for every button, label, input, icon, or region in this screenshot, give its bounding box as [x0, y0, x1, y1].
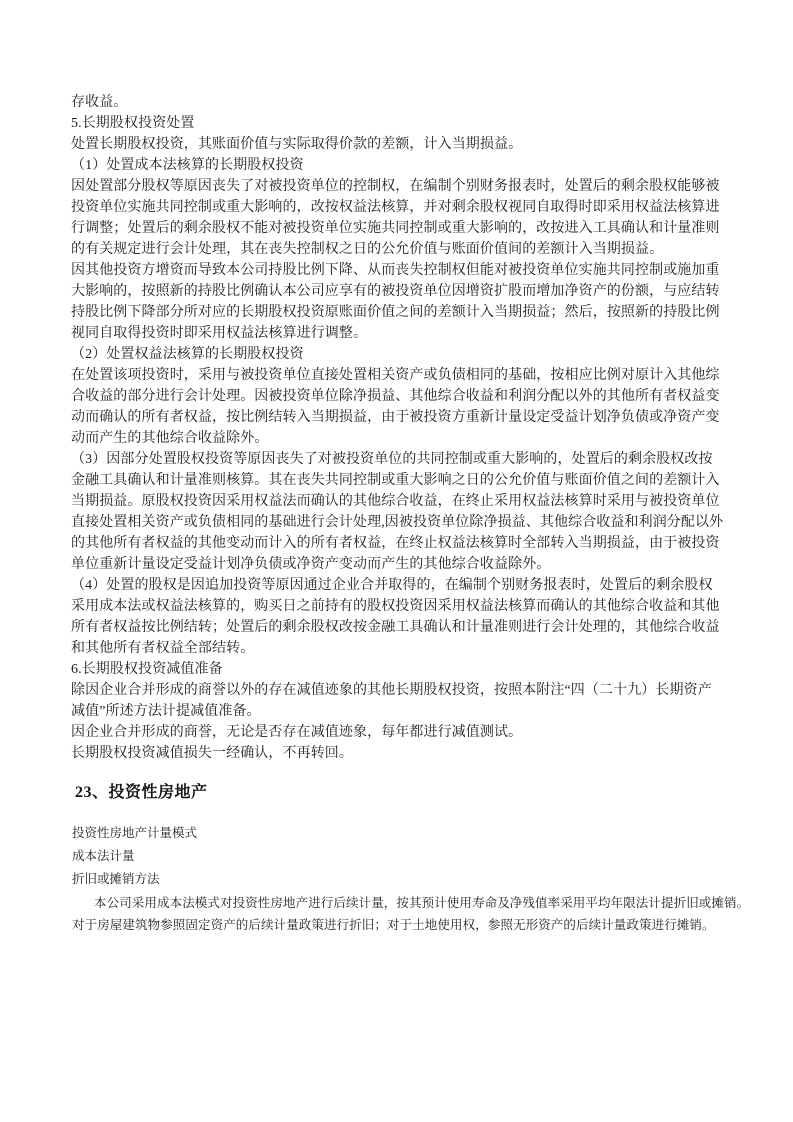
text-line: 行调整；处置后的剩余股权不能对被投资单位实施共同控制或重大影响的，改按进入工具确认和计量准则: [71, 221, 720, 236]
text-line: 大影响的，按照新的持股比例确认本公司应享有的被投资单位因增资扩股而增加净资产的份额，与应结转: [71, 284, 720, 299]
text-line: 成本法计量: [72, 849, 135, 863]
text-line: 采用成本法或权益法核算的，购买日之前持有的股权投资因采用权益法核算而确认的其他综合收益和其他: [71, 599, 720, 614]
text-line: 合收益的部分进行会计处理。因被投资单位除净损益、其他综合收益和利润分配以外的其他所有者权益变: [71, 389, 720, 404]
text-line: 折旧或摊销方法: [72, 872, 160, 886]
text-line: （4）处置的股权是因追加投资等原因通过企业合并取得的，在编制个别财务报表时，处置后的剩余股权: [71, 578, 713, 593]
text-line: （2）处置权益法核算的长期股权投资: [71, 347, 304, 362]
text-line: （1）处置成本法核算的长期股权投资: [71, 158, 304, 173]
section-23-heading: 23、投资性房地产: [75, 784, 208, 801]
text-line: 减值”所述方法计提减值准备。: [71, 704, 261, 719]
text-line: 5.长期股权投资处置: [71, 116, 195, 131]
long-term-equity-investment-text-block: [71, 92, 724, 764]
text-line: 金融工具确认和计量准则核算。其在丧失共同控制或重大影响之日的公允价值与账面价值之间的差额计入: [71, 473, 720, 488]
cost-method-measurement-paragraph: [72, 892, 750, 936]
text-line: 的其他所有者权益的其他变动而计入的所有者权益，在终止权益法核算时全部转入当期损益，由于被投资: [71, 536, 720, 551]
text-line: 因企业合并形成的商誉，无论是否存在减值迹象，每年都进行减值测试。: [71, 725, 523, 740]
text-line: 6.长期股权投资减值准备: [71, 662, 223, 677]
text-line: 所有者权益按比例结转；处置后的剩余股权改按金融工具确认和计量准则进行会计处理的，其他综合收益: [71, 620, 720, 635]
text-line: 视同自取得投资时即采用权益法核算进行调整。: [71, 326, 368, 341]
text-line: 长期股权投资减值损失一经确认，不再转回。: [71, 746, 353, 761]
text-line: 和其他所有者权益全部结转。: [71, 641, 255, 656]
text-line: （3）因部分处置股权投资等原因丧失了对被投资单位的共同控制或重大影响的，处置后的剩余股权改按: [71, 452, 713, 467]
text-line: 存收益。: [71, 95, 128, 110]
text-line: 投资性房地产计量模式: [72, 826, 198, 840]
text-line: 单位重新计量设定受益计划净负债或净资产变动而产生的其他综合收益除外。: [71, 557, 551, 572]
text-line: 投资单位实施共同控制或重大影响的，改按权益法核算，并对剩余股权视同自取得时即采用权益法核算进: [71, 200, 720, 215]
text-line: 因其他投资方增资而导致本公司持股比例下降、从而丧失控制权但能对被投资单位实施共同控制或施加重: [71, 263, 720, 278]
text-line: 动而确认的所有者权益，按比例结转入当期损益，由于被投资方重新计量设定受益计划净负债或净资产变: [71, 410, 720, 425]
text-line: 因处置部分股权等原因丧失了对被投资单位的控制权，在编制个别财务报表时，处置后的剩余股权能够被: [71, 179, 720, 194]
investment-property-measurement-labels: [72, 822, 720, 891]
text-line: 直接处置相关资产或负债相同的基础进行会计处理,因被投资单位除净损益、其他综合收益和利润分配以外: [71, 515, 724, 530]
text-line: 在处置该项投资时，采用与被投资单位直接处置相关资产或负债相同的基础，按相应比例对原计入其他综: [71, 368, 720, 383]
text-line: 除因企业合并形成的商誉以外的存在减值迹象的其他长期股权投资，按照本附注“四（二十九）长期资产: [71, 683, 712, 698]
text-line: 本公司采用成本法模式对投资性房地产进行后续计量，按其预计使用寿命及净残值率采用平均年限法计提折旧或摊销。: [94, 896, 750, 910]
text-line: 当期损益。原股权投资因采用权益法而确认的其他综合收益，在终止采用权益法核算时采用与被投资单位: [71, 494, 720, 509]
text-line: 处置长期股权投资，其账面价值与实际取得价款的差额，计入当期损益。: [71, 137, 523, 152]
text-line: 的有关规定进行会计处理，其在丧失控制权之日的公允价值与账面价值间的差额计入当期损益。: [71, 242, 664, 257]
text-line: 动而产生的其他综合收益除外。: [71, 431, 269, 446]
text-line: 对于房屋建筑物参照固定资产的后续计量政策进行折旧；对于土地使用权，参照无形资产的后续计量政策进行摊销。: [72, 918, 715, 932]
text-line: 持股比例下降部分所对应的长期股权投资原账面价值之间的差额计入当期损益；然后，按照新的持股比例: [71, 305, 720, 320]
